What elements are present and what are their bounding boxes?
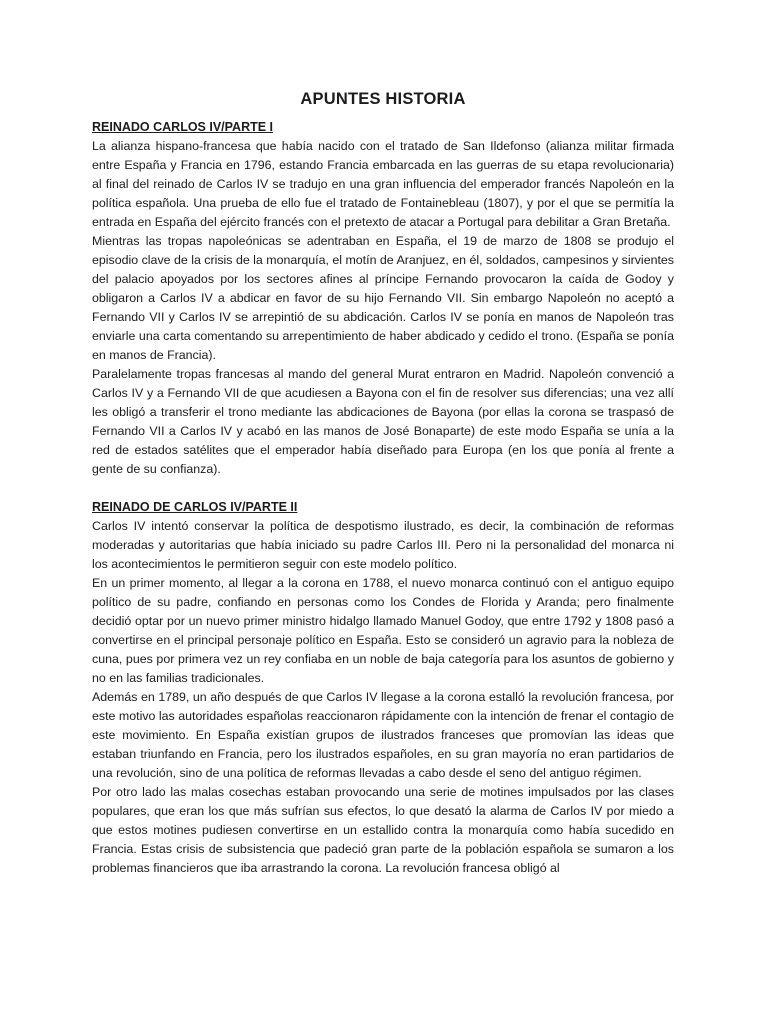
document-content	[92, 86, 674, 878]
paragraph: Por otro lado las malas cosechas estaban provocando una serie de motines impulsados por las clases populares, que eran los que más sufrían sus efectos, lo que desató la alarma de Carlos IV por miedo a que estos motines pudiesen convertirse en un estallido contra la monarquía como había sucedido en Francia. Estas crisis de subsistencia que padeció gran parte de la población española se sumaron a los problemas financieros que iba arrastrando la corona. La revolución francesa obligó al	[92, 785, 674, 875]
paragraph: Carlos IV intentó conservar la política de despotismo ilustrado, es decir, la combinación de reformas moderadas y autoritarias que había iniciado su padre Carlos III. Pero ni la personalidad del monarca ni los acontecimientos le permitieron seguir con este modelo político.	[92, 519, 674, 571]
section-spacer	[92, 479, 674, 498]
paragraph: Además en 1789, un año después de que Carlos IV llegase a la corona estalló la revolución francesa, por este motivo las autoridades españolas reaccionaron rápidamente con la intención de frenar el contagio de este movimiento. En España existían grupos de ilustrados franceses que promovían las ideas que estaban triunfando en Francia, pero los ilustrados españoles, en su gran mayoría no eran partidarios de una revolución, sino de una política de reformas llevadas a cabo desde el seno del antiguo régimen.	[92, 690, 674, 780]
paragraph: En un primer momento, al llegar a la corona en 1788, el nuevo monarca continuó con el antiguo equipo político de su padre, confiando en personas como los Condes de Florida y Aranda; pero finalmente decidió optar por un nuevo primer ministro hidalgo llamado Manuel Godoy, que entre 1792 y 1808 pasó a convertirse en el principal personaje político en España. Esto se consideró un agravio para la nobleza de cuna, pues por primera vez un rey confiaba en un noble de baja categoría para los asuntos de gobierno y no en las familias tradicionales.	[92, 576, 674, 685]
paragraph: Mientras las tropas napoleónicas se adentraban en España, el 19 de marzo de 1808 se produjo el episodio clave de la crisis de la monarquía, el motín de Aranjuez, en él, soldados, campesinos y sirvientes del palacio apoyados por los sectores afines al príncipe Fernando provocaron la caída de Godoy y obligaron a Carlos IV a abdicar en favor de su hijo Fernando VII. Sin embargo Napoleón no aceptó a Fernando VII y Carlos IV se arrepintió de su abdicación. Carlos IV se ponía en manos de Napoleón tras enviarle una carta comentando su arrepentimiento de haber abdicado y cedido el trono. (España se ponía en manos de Francia).	[92, 234, 674, 362]
page-title: APUNTES HISTORIA	[300, 90, 466, 108]
paragraph: La alianza hispano-francesa que había nacido con el tratado de San Ildefonso (alianza militar firmada entre España y Francia en 1796, estando Francia embarcada en las guerras de su etapa revolucionaria) al final del reinado de Carlos IV se tradujo en una gran influencia del emperador francés Napoleón en la política española. Una prueba de ello fue el tratado de Fontainebleau (1807), y por el que se permitía la entrada en España del ejército francés con el pretexto de atacar a Portugal para debilitar a Gran Bretaña.	[92, 139, 674, 229]
section-heading-part-2: REINADO DE CARLOS IV/PARTE II	[92, 500, 298, 514]
section-heading-part-1: REINADO CARLOS IV/PARTE I	[92, 120, 274, 134]
paragraph: Paralelamente tropas francesas al mando del general Murat entraron en Madrid. Napoleón convenció a Carlos IV y a Fernando VII de que acudiesen a Bayona con el fin de resolver sus diferencias; una vez allí les obligó a transferir el trono mediante las abdicaciones de Bayona (por ellas la corona se traspasó de Fernando VII a Carlos IV y acabó en las manos de José Bonaparte) de este modo España se unía a la red de estados satélites que el emperador había diseñado para Europa (en los que ponía al frente a gente de su confianza).	[92, 367, 674, 476]
